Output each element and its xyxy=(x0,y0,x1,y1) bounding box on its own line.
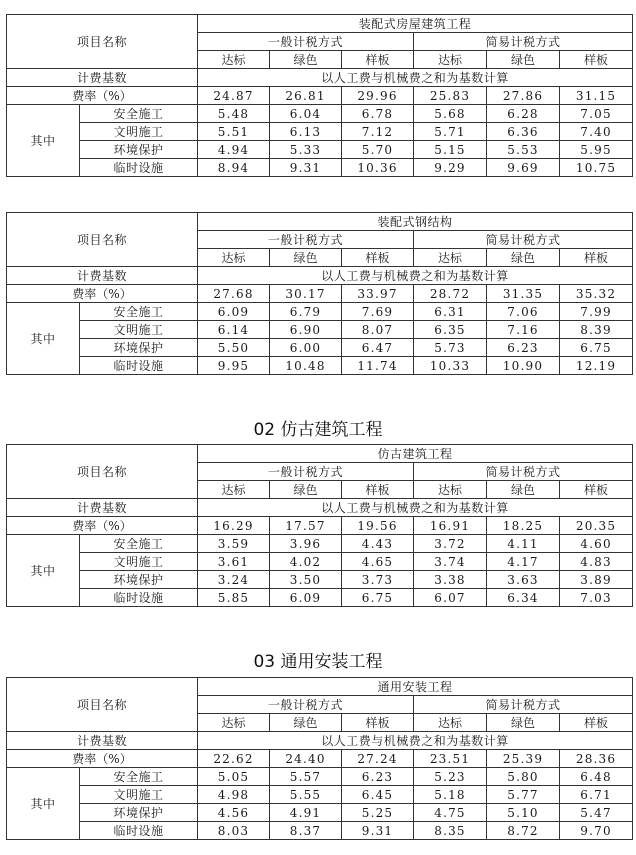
item-name-header: 项目名称 xyxy=(7,445,198,499)
rate-cell: 23.51 xyxy=(414,750,487,768)
sub-item-label: 临时设施 xyxy=(80,822,198,840)
general-tax-header: 一般计税方式 xyxy=(198,696,414,714)
value-cell: 7.16 xyxy=(487,321,560,339)
value-cell: 5.80 xyxy=(487,768,560,786)
value-cell: 11.74 xyxy=(342,357,414,375)
general-tax-header: 一般计税方式 xyxy=(198,231,414,249)
value-cell: 9.31 xyxy=(270,159,342,177)
sub-item-label: 安全施工 xyxy=(80,303,198,321)
sub-group-label: 其中 xyxy=(7,768,80,840)
value-cell: 5.51 xyxy=(198,123,270,141)
grade-model-header: 样板 xyxy=(342,714,414,732)
simple-tax-header: 简易计税方式 xyxy=(414,696,633,714)
rate-row xyxy=(7,87,633,105)
value-cell: 9.69 xyxy=(487,159,560,177)
value-cell: 5.68 xyxy=(414,105,487,123)
value-cell: 3.96 xyxy=(270,535,342,553)
value-cell: 5.73 xyxy=(414,339,487,357)
value-cell: 4.60 xyxy=(560,535,633,553)
value-cell: 4.98 xyxy=(198,786,270,804)
table-row xyxy=(7,822,633,840)
sub-item-label: 环境保护 xyxy=(80,571,198,589)
rate-label: 费率（%） xyxy=(7,285,198,303)
fee-table-block xyxy=(6,677,632,840)
rate-label: 费率（%） xyxy=(7,87,198,105)
sub-item-label: 文明施工 xyxy=(80,553,198,571)
table-row xyxy=(7,321,633,339)
table-row xyxy=(7,357,633,375)
sub-item-label: 安全施工 xyxy=(80,768,198,786)
value-cell: 7.06 xyxy=(487,303,560,321)
value-cell: 6.34 xyxy=(487,589,560,607)
base-label: 计费基数 xyxy=(7,732,198,750)
rate-cell: 27.24 xyxy=(342,750,414,768)
value-cell: 5.48 xyxy=(198,105,270,123)
value-cell: 5.55 xyxy=(270,786,342,804)
value-cell: 8.35 xyxy=(414,822,487,840)
sub-item-label: 环境保护 xyxy=(80,339,198,357)
grade-green-header: 绿色 xyxy=(270,51,342,69)
grade-model-header: 样板 xyxy=(342,249,414,267)
value-cell: 9.29 xyxy=(414,159,487,177)
value-cell: 6.75 xyxy=(560,339,633,357)
table-row xyxy=(7,303,633,321)
value-cell: 6.09 xyxy=(198,303,270,321)
value-cell: 7.12 xyxy=(342,123,414,141)
value-cell: 6.78 xyxy=(342,105,414,123)
sub-group-label: 其中 xyxy=(7,105,80,177)
general-tax-header: 一般计税方式 xyxy=(198,33,414,51)
grade-standard-header: 达标 xyxy=(414,481,487,499)
sub-group-label: 其中 xyxy=(7,303,80,375)
grade-model-header: 样板 xyxy=(342,51,414,69)
value-cell: 10.75 xyxy=(560,159,633,177)
fee-table-block xyxy=(6,14,632,177)
grade-model-header: 样板 xyxy=(560,51,633,69)
value-cell: 5.47 xyxy=(560,804,633,822)
item-name-header: 项目名称 xyxy=(7,678,198,732)
table-row xyxy=(7,339,633,357)
grade-standard-header: 达标 xyxy=(414,249,487,267)
value-cell: 6.14 xyxy=(198,321,270,339)
table-row xyxy=(7,786,633,804)
value-cell: 6.36 xyxy=(487,123,560,141)
value-cell: 5.50 xyxy=(198,339,270,357)
value-cell: 6.09 xyxy=(270,589,342,607)
value-cell: 5.95 xyxy=(560,141,633,159)
rate-cell: 31.15 xyxy=(560,87,633,105)
grade-green-header: 绿色 xyxy=(270,249,342,267)
table-title: 仿古建筑工程 xyxy=(198,445,633,463)
value-cell: 7.05 xyxy=(560,105,633,123)
value-cell: 5.70 xyxy=(342,141,414,159)
rate-cell: 22.62 xyxy=(198,750,270,768)
grade-standard-header: 达标 xyxy=(198,249,270,267)
item-name-header: 项目名称 xyxy=(7,15,198,69)
value-cell: 6.23 xyxy=(342,768,414,786)
grade-green-header: 绿色 xyxy=(487,481,560,499)
value-cell: 3.72 xyxy=(414,535,487,553)
table-title: 装配式钢结构 xyxy=(198,213,633,231)
value-cell: 6.35 xyxy=(414,321,487,339)
table-title: 通用安装工程 xyxy=(198,678,633,696)
value-cell: 7.40 xyxy=(560,123,633,141)
section-heading: 02 仿古建筑工程 xyxy=(253,420,383,440)
value-cell: 4.91 xyxy=(270,804,342,822)
value-cell: 6.04 xyxy=(270,105,342,123)
base-label: 计费基数 xyxy=(7,69,198,87)
value-cell: 8.37 xyxy=(270,822,342,840)
value-cell: 12.19 xyxy=(560,357,633,375)
value-cell: 6.75 xyxy=(342,589,414,607)
base-value: 以人工费与机械费之和为基数计算 xyxy=(198,499,633,517)
value-cell: 4.11 xyxy=(487,535,560,553)
grade-green-header: 绿色 xyxy=(270,714,342,732)
value-cell: 4.02 xyxy=(270,553,342,571)
rate-cell: 27.86 xyxy=(487,87,560,105)
value-cell: 10.36 xyxy=(342,159,414,177)
value-cell: 5.05 xyxy=(198,768,270,786)
grade-model-header: 样板 xyxy=(560,481,633,499)
rate-cell: 18.25 xyxy=(487,517,560,535)
value-cell: 4.56 xyxy=(198,804,270,822)
base-label: 计费基数 xyxy=(7,499,198,517)
grade-green-header: 绿色 xyxy=(487,51,560,69)
rate-row xyxy=(7,517,633,535)
grade-standard-header: 达标 xyxy=(198,714,270,732)
value-cell: 5.33 xyxy=(270,141,342,159)
value-cell: 4.83 xyxy=(560,553,633,571)
base-value: 以人工费与机械费之和为基数计算 xyxy=(198,267,633,285)
rate-row xyxy=(7,750,633,768)
grade-model-header: 样板 xyxy=(560,249,633,267)
fee-table xyxy=(6,444,633,607)
rate-cell: 29.96 xyxy=(342,87,414,105)
table-row xyxy=(7,105,633,123)
value-cell: 7.99 xyxy=(560,303,633,321)
base-label: 计费基数 xyxy=(7,267,198,285)
table-row xyxy=(7,535,633,553)
value-cell: 9.70 xyxy=(560,822,633,840)
table-row xyxy=(7,159,633,177)
value-cell: 8.39 xyxy=(560,321,633,339)
simple-tax-header: 简易计税方式 xyxy=(414,463,633,481)
sub-item-label: 文明施工 xyxy=(80,123,198,141)
value-cell: 3.89 xyxy=(560,571,633,589)
grade-model-header: 样板 xyxy=(560,714,633,732)
table-row xyxy=(7,553,633,571)
fee-table-block xyxy=(6,444,632,607)
rate-cell: 26.81 xyxy=(270,87,342,105)
sub-item-label: 临时设施 xyxy=(80,589,198,607)
rate-cell: 16.29 xyxy=(198,517,270,535)
value-cell: 5.10 xyxy=(487,804,560,822)
rate-label: 费率（%） xyxy=(7,517,198,535)
rate-row xyxy=(7,285,633,303)
value-cell: 5.57 xyxy=(270,768,342,786)
grade-green-header: 绿色 xyxy=(270,481,342,499)
value-cell: 3.59 xyxy=(198,535,270,553)
value-cell: 4.17 xyxy=(487,553,560,571)
value-cell: 10.33 xyxy=(414,357,487,375)
grade-standard-header: 达标 xyxy=(414,714,487,732)
rate-label: 费率（%） xyxy=(7,750,198,768)
value-cell: 4.43 xyxy=(342,535,414,553)
sub-item-label: 临时设施 xyxy=(80,357,198,375)
rate-cell: 30.17 xyxy=(270,285,342,303)
rate-cell: 19.56 xyxy=(342,517,414,535)
table-row xyxy=(7,589,633,607)
grade-standard-header: 达标 xyxy=(198,51,270,69)
value-cell: 10.48 xyxy=(270,357,342,375)
value-cell: 7.69 xyxy=(342,303,414,321)
value-cell: 9.31 xyxy=(342,822,414,840)
value-cell: 5.25 xyxy=(342,804,414,822)
rate-cell: 17.57 xyxy=(270,517,342,535)
value-cell: 8.07 xyxy=(342,321,414,339)
grade-green-header: 绿色 xyxy=(487,249,560,267)
value-cell: 6.79 xyxy=(270,303,342,321)
value-cell: 4.65 xyxy=(342,553,414,571)
value-cell: 3.38 xyxy=(414,571,487,589)
rate-cell: 20.35 xyxy=(560,517,633,535)
value-cell: 3.74 xyxy=(414,553,487,571)
sub-group-label: 其中 xyxy=(7,535,80,607)
value-cell: 3.61 xyxy=(198,553,270,571)
simple-tax-header: 简易计税方式 xyxy=(414,231,633,249)
rate-cell: 24.40 xyxy=(270,750,342,768)
grade-standard-header: 达标 xyxy=(414,51,487,69)
table-row xyxy=(7,768,633,786)
value-cell: 6.71 xyxy=(560,786,633,804)
section-heading: 03 通用安装工程 xyxy=(253,652,383,672)
sub-item-label: 临时设施 xyxy=(80,159,198,177)
value-cell: 10.90 xyxy=(487,357,560,375)
value-cell: 3.50 xyxy=(270,571,342,589)
table-title: 装配式房屋建筑工程 xyxy=(198,15,633,33)
value-cell: 5.53 xyxy=(487,141,560,159)
value-cell: 6.45 xyxy=(342,786,414,804)
value-cell: 8.72 xyxy=(487,822,560,840)
value-cell: 6.23 xyxy=(487,339,560,357)
value-cell: 5.18 xyxy=(414,786,487,804)
fee-table-block xyxy=(6,212,632,375)
table-row xyxy=(7,571,633,589)
general-tax-header: 一般计税方式 xyxy=(198,463,414,481)
grade-green-header: 绿色 xyxy=(487,714,560,732)
rate-cell: 31.35 xyxy=(487,285,560,303)
grade-model-header: 样板 xyxy=(342,481,414,499)
value-cell: 3.73 xyxy=(342,571,414,589)
value-cell: 5.85 xyxy=(198,589,270,607)
rate-cell: 35.32 xyxy=(560,285,633,303)
value-cell: 9.95 xyxy=(198,357,270,375)
value-cell: 6.13 xyxy=(270,123,342,141)
table-row xyxy=(7,123,633,141)
value-cell: 5.71 xyxy=(414,123,487,141)
value-cell: 5.15 xyxy=(414,141,487,159)
sub-item-label: 文明施工 xyxy=(80,786,198,804)
base-value: 以人工费与机械费之和为基数计算 xyxy=(198,69,633,87)
rate-cell: 16.91 xyxy=(414,517,487,535)
value-cell: 8.03 xyxy=(198,822,270,840)
value-cell: 5.77 xyxy=(487,786,560,804)
fee-table xyxy=(6,212,633,375)
value-cell: 6.07 xyxy=(414,589,487,607)
sub-item-label: 安全施工 xyxy=(80,535,198,553)
rate-cell: 28.72 xyxy=(414,285,487,303)
value-cell: 3.24 xyxy=(198,571,270,589)
rate-cell: 28.36 xyxy=(560,750,633,768)
value-cell: 6.31 xyxy=(414,303,487,321)
rate-cell: 27.68 xyxy=(198,285,270,303)
rate-cell: 24.87 xyxy=(198,87,270,105)
table-row xyxy=(7,804,633,822)
sub-item-label: 文明施工 xyxy=(80,321,198,339)
value-cell: 6.28 xyxy=(487,105,560,123)
sub-item-label: 环境保护 xyxy=(80,804,198,822)
item-name-header: 项目名称 xyxy=(7,213,198,267)
rate-cell: 25.39 xyxy=(487,750,560,768)
value-cell: 8.94 xyxy=(198,159,270,177)
fee-table xyxy=(6,677,633,840)
value-cell: 4.75 xyxy=(414,804,487,822)
grade-standard-header: 达标 xyxy=(198,481,270,499)
value-cell: 3.63 xyxy=(487,571,560,589)
table-row xyxy=(7,141,633,159)
value-cell: 5.23 xyxy=(414,768,487,786)
value-cell: 4.94 xyxy=(198,141,270,159)
value-cell: 6.00 xyxy=(270,339,342,357)
value-cell: 7.03 xyxy=(560,589,633,607)
rate-cell: 33.97 xyxy=(342,285,414,303)
value-cell: 6.47 xyxy=(342,339,414,357)
value-cell: 6.48 xyxy=(560,768,633,786)
base-value: 以人工费与机械费之和为基数计算 xyxy=(198,732,633,750)
rate-cell: 25.83 xyxy=(414,87,487,105)
sub-item-label: 环境保护 xyxy=(80,141,198,159)
sub-item-label: 安全施工 xyxy=(80,105,198,123)
fee-table xyxy=(6,14,633,177)
value-cell: 6.90 xyxy=(270,321,342,339)
simple-tax-header: 简易计税方式 xyxy=(414,33,633,51)
